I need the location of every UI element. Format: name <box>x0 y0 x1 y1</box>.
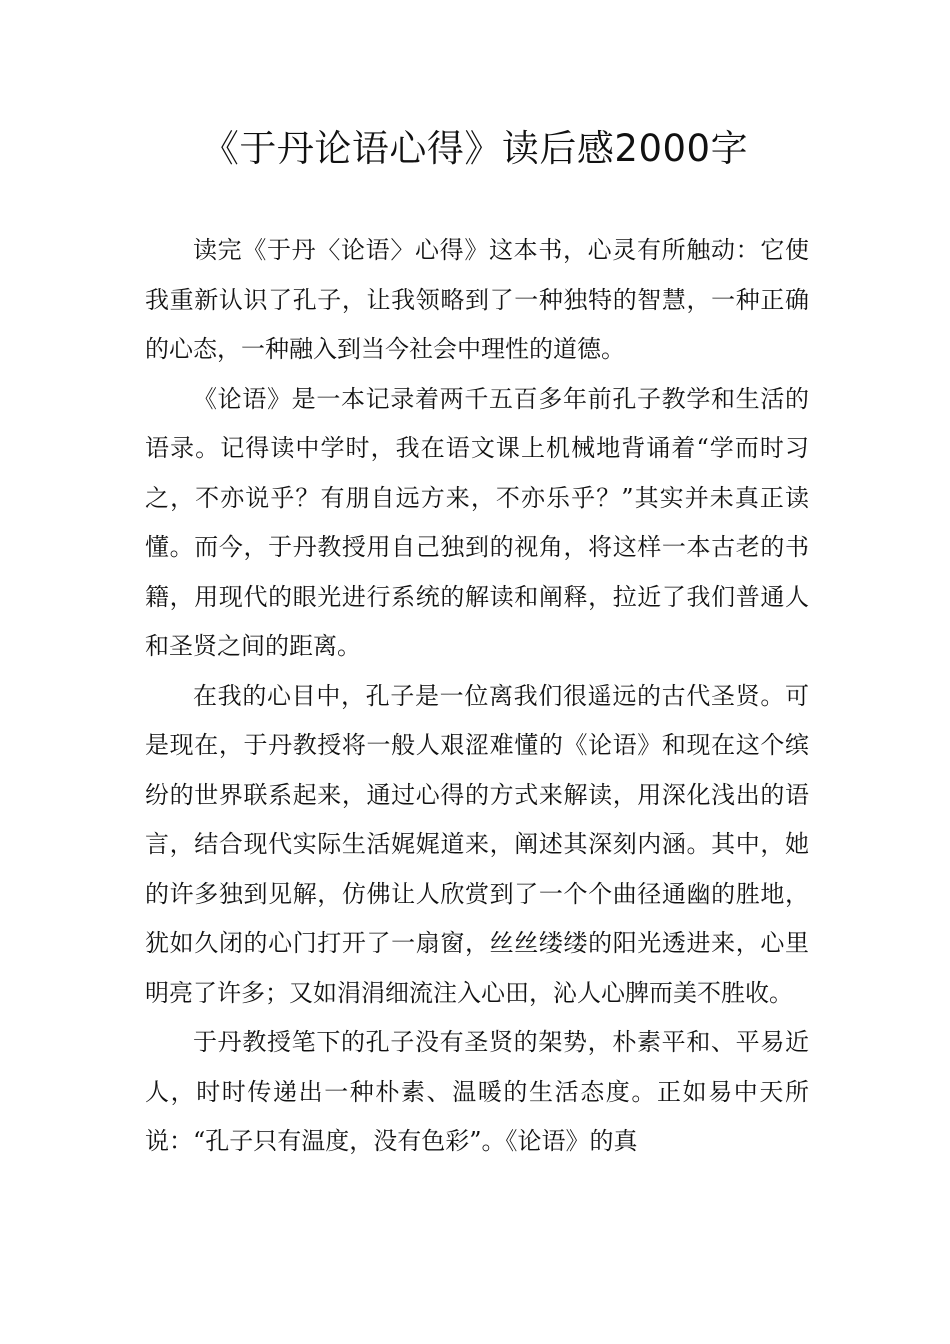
document-title: 《于丹论语心得》读后感2000字 <box>201 127 749 170</box>
paragraph-1: 读完《于丹〈论语〉心得》这本书，心灵有所触动：它使我重新认识了孔子，让我领略到了一种独特的智慧，一种正确的心态，一种融入到当今社会中理性的道德。 <box>145 236 809 363</box>
paragraph-2: 《论语》是一本记录着两千五百多年前孔子教学和生活的语录。记得读中学时，我在语文课上机械地背诵着“学而时习之，不亦说乎？有朋自远方来，不亦乐乎？”其实并未真正读懂。而今，于丹教授用自己独到的视角，将这样一本古老的书籍，用现代的眼光进行系统的解读和阐释，拉近了我们普通人和圣贤之间的距离。 <box>145 384 809 660</box>
paragraph-4: 于丹教授笔下的孔子没有圣贤的架势，朴素平和、平易近人，时时传递出一种朴素、温暖的生活态度。正如易中天所说：“孔子只有温度，没有色彩”。《论语》的真 <box>145 1028 809 1155</box>
paragraph-3: 在我的心目中，孔子是一位离我们很遥远的古代圣贤。可是现在，于丹教授将一般人艰涩难懂的《论语》和现在这个缤纷的世界联系起来，通过心得的方式来解读，用深化浅出的语言，结合现代实际生活娓娓道来，阐述其深刻内涵。其中，她的许多独到见解，仿佛让人欣赏到了一个个曲径通幽的胜地，犹如久闭的心门打开了一扇窗，丝丝缕缕的阳光透进来，心里明亮了许多；又如涓涓细流注入心田，沁人心脾而美不胜收。 <box>145 681 809 1007</box>
document-body <box>145 226 809 1167</box>
